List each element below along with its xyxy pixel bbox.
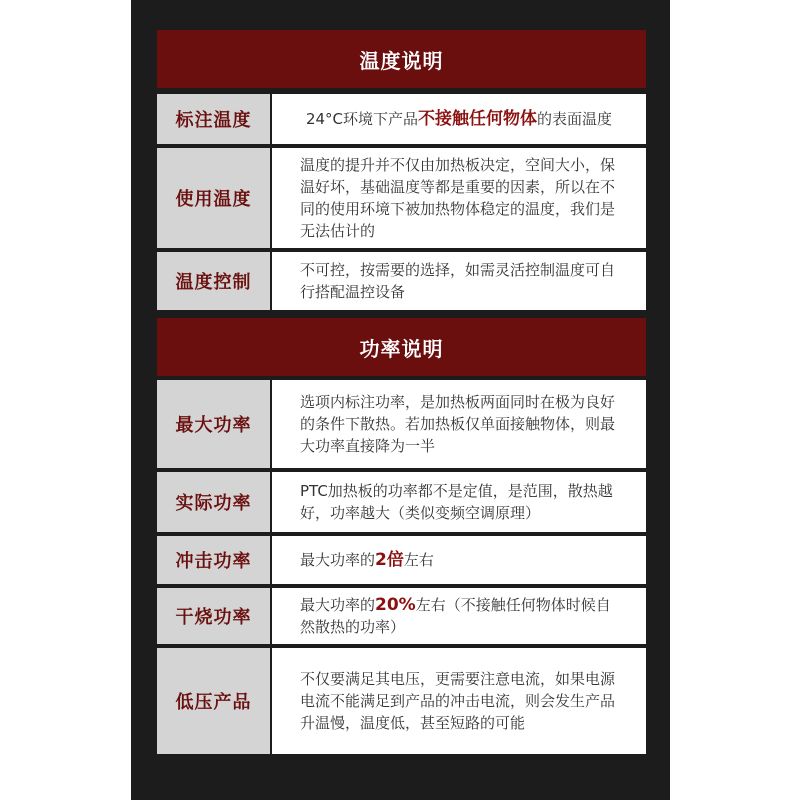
row-surge-power: [157, 536, 646, 584]
row-actual-power: [157, 472, 646, 532]
highlight-text: 2倍: [375, 550, 404, 570]
row-text: 选项内标注功率，是加热板两面同时在极为良好的条件下散热。若加热板仅单面接触物体，则最大功率直接降为一半: [300, 393, 616, 455]
temperature-section-title: 温度说明: [157, 30, 646, 88]
highlight-text: 20%: [375, 595, 416, 615]
row-text: 不可控，按需要的选择，如需灵活控制温度可自行搭配温控设备: [300, 261, 616, 301]
row-content: [272, 380, 646, 468]
row-content: [272, 588, 646, 644]
row-label: 使用温度: [157, 148, 270, 248]
row-label: 最大功率: [157, 380, 270, 468]
text-segment: 最大功率的: [300, 551, 376, 569]
row-dry-burn-power: [157, 588, 646, 644]
row-low-voltage-product: [157, 648, 646, 754]
row-label: 冲击功率: [157, 536, 270, 584]
text-segment: 左右（不接触任何物体时候自然散热的功率）: [300, 596, 611, 636]
power-section-title: 功率说明: [157, 318, 646, 376]
row-content: [272, 148, 646, 248]
row-text: PTC加热板的功率都不是定值，是范围，散热越好，功率越大（类似变频空调原理）: [300, 482, 613, 522]
text-segment: 左右: [403, 551, 434, 569]
row-label: 低压产品: [157, 648, 270, 754]
row-max-power: [157, 380, 646, 468]
row-marked-temperature: [157, 94, 646, 144]
highlight-text: 不接触任何物体: [418, 109, 538, 129]
row-temperature-control: [157, 252, 646, 310]
text-segment: 的表面温度: [537, 110, 613, 128]
row-content: [272, 94, 646, 144]
row-text: 温度的提升并不仅由加热板决定，空间大小，保温好坏，基础温度等都是重要的因素，所以在不同的使用环境下被加热物体稳定的温度，我们是无法估计的: [300, 156, 616, 240]
text-segment: 24°C环境下产品: [305, 110, 419, 128]
row-label: 温度控制: [157, 252, 270, 310]
row-label: 干烧功率: [157, 588, 270, 644]
row-usage-temperature: [157, 148, 646, 248]
row-content: [272, 472, 646, 532]
row-content: [272, 536, 646, 584]
row-text: 不仅要满足其电压，更需要注意电流，如果电源电流不能满足到产品的冲击电流，则会发生产品升温慢，温度低，甚至短路的可能: [300, 670, 616, 732]
row-label: 标注温度: [157, 94, 270, 144]
row-content: [272, 648, 646, 754]
row-content: [272, 252, 646, 310]
text-segment: 最大功率的: [300, 596, 376, 614]
row-label: 实际功率: [157, 472, 270, 532]
